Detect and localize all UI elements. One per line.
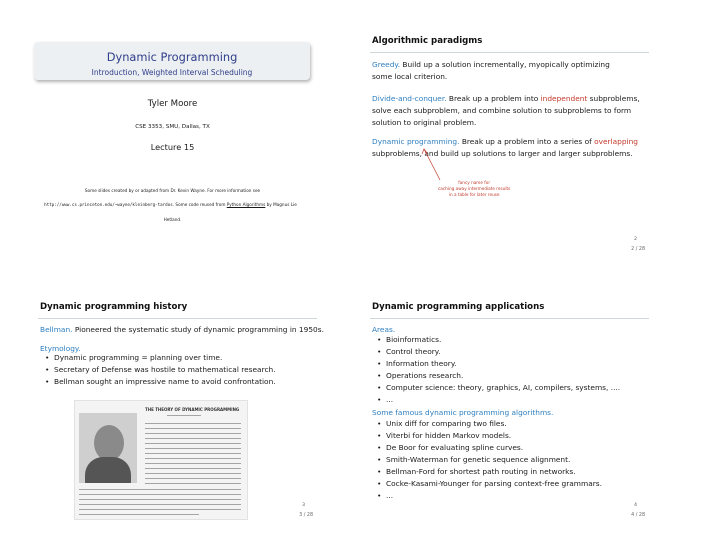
list-item: • Cocke-Kasami-Younger for parsing context-free grammars. [374, 478, 602, 490]
presentation-title: Dynamic Programming [106, 50, 238, 64]
frame-title: Algorithmic paradigms [372, 36, 483, 46]
list-item: • Bellman sought an impressive name to avoid confrontation. [42, 376, 276, 388]
python-algorithms-link[interactable]: Python Algorithms [226, 202, 266, 207]
list-item: • De Boor for evaluating spline curves. [374, 442, 602, 454]
dp-line-1: Dynamic programming. Break up a problem into a series of overlapping [372, 137, 638, 146]
title-slide [28, 30, 357, 258]
dc-line-3: solution to original problem. [372, 118, 477, 127]
annotation-arrow [360, 30, 689, 258]
list-item: • Operations research. [374, 370, 620, 382]
page-counter: 4 / 28 [631, 513, 645, 518]
areas-list [374, 334, 620, 406]
title-rule [38, 318, 317, 319]
list-item: • Bellman-Ford for shortest path routing in networks. [374, 466, 602, 478]
frame-title: Dynamic programming applications [372, 302, 545, 312]
course-info: CSE 3353, SMU, Dallas, TX [135, 124, 210, 130]
list-item: • Viterbi for hidden Markov models. [374, 430, 602, 442]
etymology-term: Etymology. [40, 344, 81, 353]
famous-term: Some famous dynamic programming algorithms. [372, 408, 554, 417]
slide-number: 3 [302, 503, 305, 508]
greedy-term: Greedy. [372, 60, 401, 69]
page-counter: 3 / 28 [299, 513, 313, 518]
annotation-note: fancy name for caching away intermediate results in a table for later reuse [438, 180, 511, 197]
list-item: • Dynamic programming = planning over time. [42, 352, 276, 364]
paper-title: THE THEORY OF DYNAMIC PROGRAMMING [145, 407, 240, 412]
author-name: Tyler Moore [147, 99, 198, 109]
credit-line-3: Hetland. [163, 217, 182, 222]
areas-term: Areas. [372, 325, 396, 334]
slide-dp-applications [360, 296, 689, 524]
independent-word: independent [540, 94, 588, 103]
slide-algorithmic-paradigms [360, 30, 689, 258]
slide-dp-history [28, 296, 357, 524]
presentation-subtitle: Introduction, Weighted Interval Scheduling [91, 68, 253, 77]
credit-line-2: http://www.cs.princeton.edu/~wayne/kleinberg-tardos. Some code reused from Python Algorithms by Magnus Lie [44, 202, 297, 207]
dp-line-2: subproblems, and build up solutions to larger and larger subproblems. [372, 149, 633, 158]
credit-url-link[interactable]: http://www.cs.princeton.edu/~wayne/kleinberg-tardos [44, 202, 173, 207]
list-item: • Smith-Waterman for genetic sequence alignment. [374, 454, 602, 466]
title-rule [370, 318, 649, 319]
dc-line-2: solve each subproblem, and combine solution to subproblems to form [372, 106, 632, 115]
overlapping-word: overlapping [594, 137, 638, 146]
title-box [34, 42, 310, 80]
list-item: • Bioinformatics. [374, 334, 620, 346]
bellman-line: Bellman. Pioneered the systematic study of dynamic programming in 1950s. [40, 325, 324, 334]
bellman-portrait [79, 413, 137, 483]
greedy-line-2: some local criterion. [372, 72, 448, 81]
etymology-list [42, 352, 276, 388]
list-item: • Control theory. [374, 346, 620, 358]
list-item: • ... [374, 394, 620, 406]
list-item: • Unix diff for comparing two files. [374, 418, 602, 430]
slide-number: 4 [634, 503, 637, 508]
dc-term: Divide-and-conquer. [372, 94, 447, 103]
page-counter: 2 / 28 [631, 247, 645, 252]
dc-line-1: Divide-and-conquer. Break up a problem into independent subproblems, [372, 94, 640, 103]
lecture-number: Lecture 15 [150, 142, 195, 152]
credit-line-1: Some slides created by or adapted from Dr. Kevin Wayne. For more information see [84, 188, 261, 193]
list-item: • Information theory. [374, 358, 620, 370]
list-item: • Secretary of Defense was hostile to mathematical research. [42, 364, 276, 376]
frame-title: Dynamic programming history [40, 302, 188, 312]
bellman-term: Bellman. [40, 325, 73, 334]
list-item: • Computer science: theory, graphics, AI, compilers, systems, .... [374, 382, 620, 394]
greedy-line-1: Greedy. Build up a solution incrementally, myopically optimizing [372, 60, 610, 69]
list-item: • ... [374, 490, 602, 502]
bellman-paper-image [74, 400, 248, 520]
slide-number: 2 [634, 237, 637, 242]
dp-term: Dynamic programming. [372, 137, 460, 146]
famous-list [374, 418, 602, 502]
